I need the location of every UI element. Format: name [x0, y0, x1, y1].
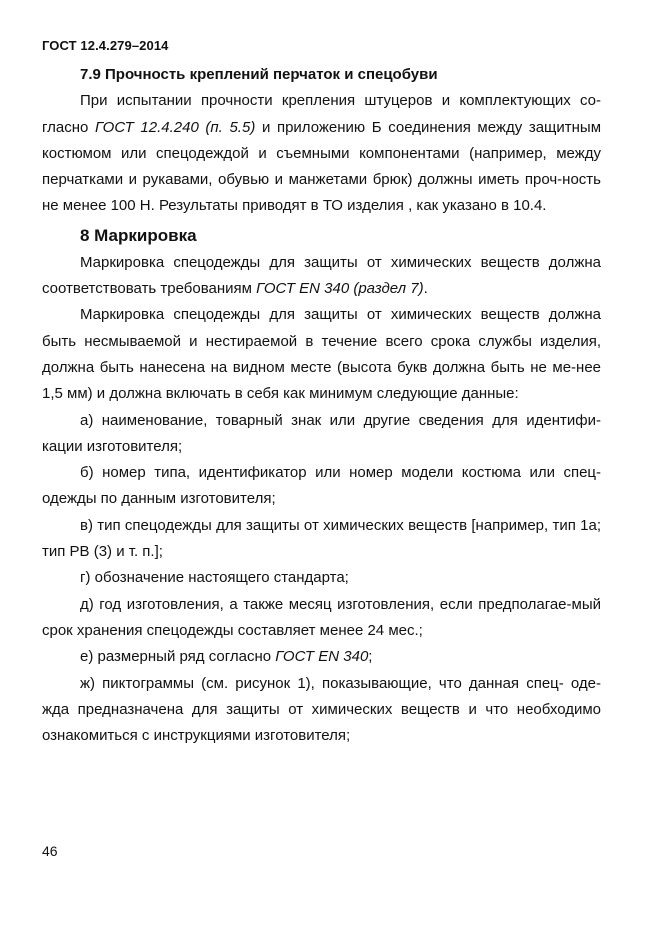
list-item-zh: ж) пиктограммы (см. рисунок 1), показывающие, что данная спец- оде-жда предназначена для защиты от химических веществ и что необходимо ознакомиться с инструкциями изготовителя;: [42, 674, 601, 745]
standard-reference: ГОСТ EN 340: [275, 648, 369, 666]
list-item-d: д) год изготовления, а также месяц изготовления, если предполагае-мый срок хранения спецодежды составляет менее 24 мес.;: [42, 595, 601, 639]
section-8-paragraph-1: [42, 250, 601, 303]
section-7-9-paragraph: [42, 88, 601, 219]
standard-reference: ГОСТ EN 340 (раздел 7): [256, 280, 424, 298]
text: При испытании прочности крепления штуцеров и комплектующих со-гласно: [42, 92, 601, 136]
text: .: [423, 280, 428, 298]
list-item-e: [42, 644, 601, 670]
page-number: 46: [42, 843, 58, 859]
page-content: [42, 62, 601, 749]
list-item-b: б) номер типа, идентификатор или номер модели костюма или спец-одежды по данным изготовителя;: [42, 464, 601, 508]
list-item-a: а) наименование, товарный знак или другие сведения для идентифи-кации изготовителя;: [42, 411, 601, 455]
text: и приложению Б соединения между защитным костюмом или спецодеждой и съемными компонентами (например, между перчатками и рукавами, обувью и манжетами брюк) должны иметь проч-ность не менее 100 Н. Результаты приводят в ТО изделия , как указано в 10.4.: [42, 118, 602, 215]
section-7-9-title: 7.9 Прочность креплений перчаток и спецобуви: [80, 66, 438, 83]
text: ;: [368, 648, 373, 666]
standard-reference: ГОСТ 12.4.240 (п. 5.5): [94, 118, 256, 136]
section-8-paragraph-2: Маркировка спецодежды для защиты от химических веществ должна быть несмываемой и нестираемой в течение всего срока службы изделия, должна быть нанесена на видном месте (высота букв должна быть не ме-нее 1,5 мм) и должна включать в себя как минимум следующие данные:: [42, 306, 601, 403]
text: Маркировка спецодежды для защиты от химических веществ должна соответствовать требованиям: [42, 253, 601, 298]
list-item-v: в) тип спецодежды для защиты от химических веществ [например, тип 1а; тип PB (3) и т. п.];: [42, 516, 601, 561]
section-8-title: 8 Маркировка: [80, 225, 197, 245]
list-item-g: г) обозначение настоящего стандарта;: [80, 569, 349, 587]
text: е) размерный ряд согласно: [80, 648, 276, 666]
document-header: ГОСТ 12.4.279–2014: [42, 38, 169, 53]
